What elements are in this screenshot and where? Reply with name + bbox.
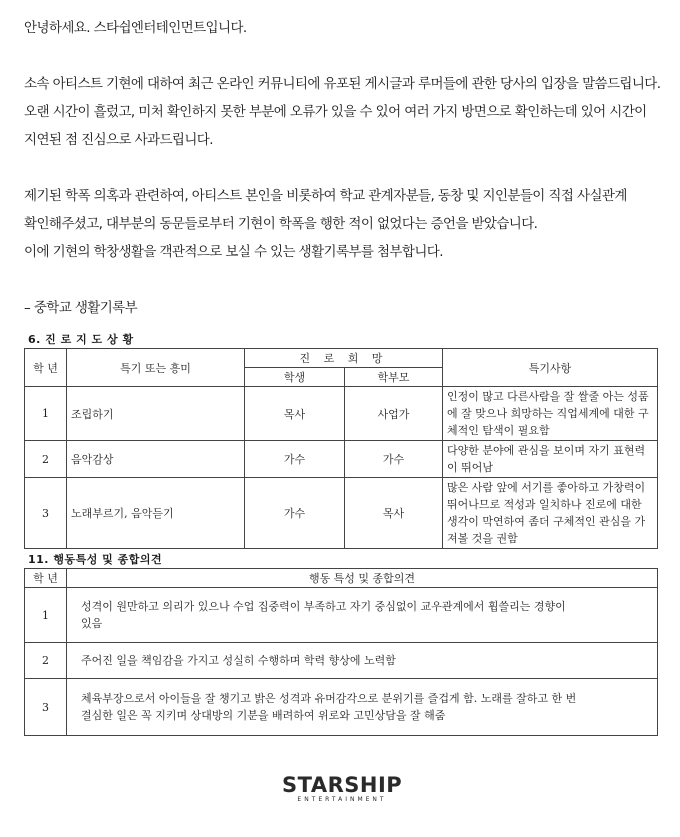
table-row: [25, 478, 658, 549]
grade-cell: 2: [25, 441, 67, 478]
behavior-section-title: 11. 행동특성 및 종합의견: [28, 553, 163, 566]
remark-line: 져볼 것을 권함: [447, 532, 518, 545]
career-section-title: 6. 진 로 지 도 상 황: [28, 333, 134, 346]
parent-hope-cell: 목사: [345, 478, 443, 549]
paragraph-1-line-1: 소속 아티스트 기현에 대하여 최근 온라인 커뮤니티에 유포된 게시글과 루머들에 관한 당사의 입장을 말씀드립니다.: [24, 76, 661, 92]
remark-line: 많은 사람 앞에 서기를 좋아하고 가창력이: [447, 481, 646, 494]
record-title: – 중학교 생활기록부: [24, 300, 138, 316]
grade-cell: 2: [25, 643, 67, 679]
grade-cell: 3: [25, 679, 67, 736]
remark-cell: [443, 478, 658, 549]
career-guidance-table: [24, 348, 658, 549]
parent-hope-cell: 가수: [345, 441, 443, 478]
header-grade: 학 년: [25, 569, 67, 588]
hobby-cell: 음악감상: [67, 441, 245, 478]
opinion-line: 체육부장으로서 아이들을 잘 챙기고 밝은 성격과 유머감각으로 분위기를 즐겁게 함. 노래를 잘하고 한 번: [81, 692, 577, 705]
student-hope-cell: 가수: [245, 478, 345, 549]
table-row: [25, 387, 658, 441]
remark-cell: [443, 387, 658, 441]
logo-wordmark: STARSHIP: [282, 773, 403, 797]
student-hope-cell: 가수: [245, 441, 345, 478]
statement: [24, 14, 664, 322]
grade-cell: 3: [25, 478, 67, 549]
remark-line: 생각이 막연하여 좀더 구체적인 관심을 가: [447, 515, 646, 528]
opinion-cell: [67, 679, 658, 736]
starship-logo: [282, 773, 402, 803]
remark-line: 에 잘 맞으나 희망하는 직업세계에 대한 구: [447, 407, 649, 420]
remark-line: 다양한 분야에 관심을 보이며 자기 표현력: [447, 444, 646, 457]
opinion-line: 성격이 원만하고 의리가 있으나 수업 집중력이 부족하고 자기 중심없이 교우관계에서 휩쓸리는 경향이: [81, 600, 566, 613]
remark-cell: [443, 441, 658, 478]
paragraph-1-line-3: 지연된 점 진심으로 사과드립니다.: [24, 132, 213, 148]
header-opinion: 행동 특성 및 종합의견: [67, 569, 658, 588]
opinion-line: 있음: [81, 617, 103, 630]
grade-cell: 1: [25, 387, 67, 441]
paragraph-1-line-2: 오랜 시간이 흘렀고, 미처 확인하지 못한 부분에 오류가 있을 수 있어 여러 가지 방면으로 확인하는데 있어 시간이: [24, 104, 647, 120]
paragraph-2-line-2: 확인해주셨고, 대부분의 동문들로부터 기현이 학폭을 행한 적이 없었다는 증언을 받았습니다.: [24, 216, 538, 232]
opinion-cell: [67, 588, 658, 643]
opinion-cell: [67, 643, 658, 679]
hobby-cell: 노래부르기, 음악듣기: [67, 478, 245, 549]
header-student: 학생: [245, 368, 345, 387]
grade-cell: 1: [25, 588, 67, 643]
table-row: [25, 679, 658, 736]
greeting: 안녕하세요. 스타쉽엔터테인먼트입니다.: [24, 20, 247, 36]
opinion-line: 결심한 일은 꼭 지키며 상대방의 기분을 배려하여 위로와 고민상담을 잘 해줌: [81, 709, 446, 722]
parent-hope-cell: 사업가: [345, 387, 443, 441]
paragraph-2-line-1: 제기된 학폭 의혹과 관련하여, 아티스트 본인을 비롯하여 학교 관계자분들, 동창 및 지인분들이 직접 사실관계: [24, 188, 627, 204]
table-row: [25, 643, 658, 679]
header-parent: 학부모: [345, 368, 443, 387]
hobby-cell: 조립하기: [67, 387, 245, 441]
remark-line: 이 뛰어남: [447, 461, 494, 474]
header-career-hope: 진 로 희 망: [245, 349, 443, 368]
paragraph-2-line-3: 이에 기현의 학창생활을 객관적으로 보실 수 있는 생활기록부를 첨부합니다.: [24, 244, 443, 260]
remark-line: 인정이 많고 다른사람을 잘 쌀줄 아는 성품: [447, 390, 649, 403]
header-hobby: 특기 또는 흥미: [67, 349, 245, 387]
header-grade: 학 년: [25, 349, 67, 387]
opinion-line: 주어진 일을 책임감을 가지고 성실히 수행하며 학력 향상에 노력함: [81, 654, 396, 667]
student-hope-cell: 목사: [245, 387, 345, 441]
table-row: [25, 588, 658, 643]
remark-line: 체적인 탐색이 필요함: [447, 424, 550, 437]
table-row: [25, 441, 658, 478]
logo-subtitle: ENTERTAINMENT: [297, 796, 387, 803]
header-remark: 특기사항: [443, 349, 658, 387]
remark-line: 뛰어나므로 적성과 일치하나 진로에 대한: [447, 498, 642, 511]
behavior-opinion-table: [24, 568, 658, 736]
